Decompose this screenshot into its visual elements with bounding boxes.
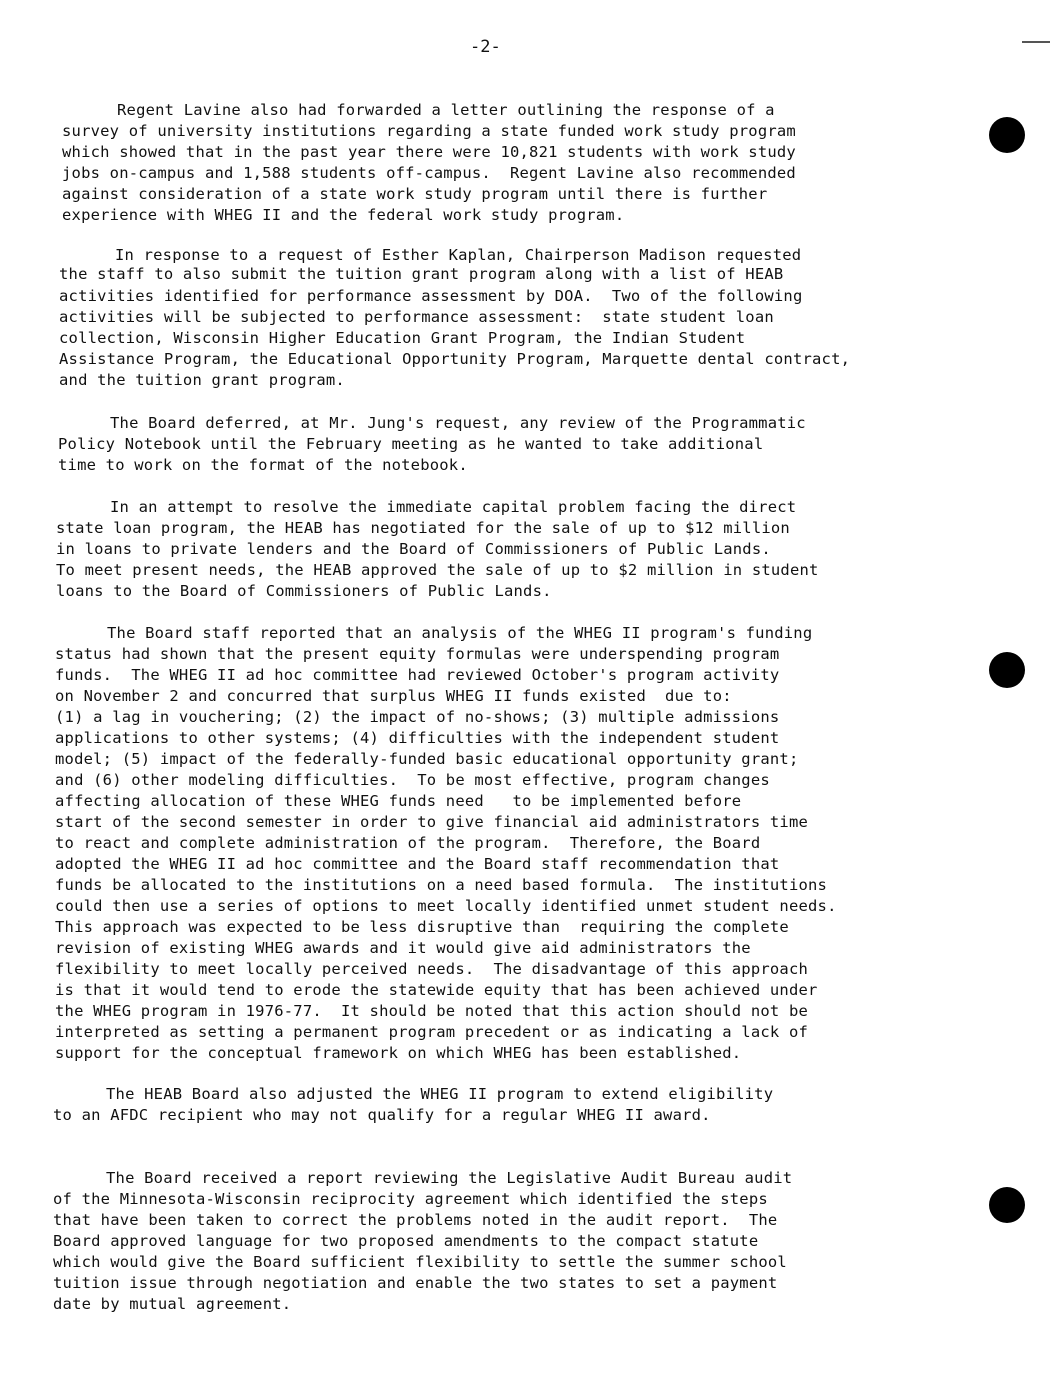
text-line: collection, Wisconsin Higher Education Grant Program, the Indian Student <box>59 329 746 347</box>
text-line: which showed that in the past year there were 10,821 students with work study <box>62 143 796 161</box>
text-line: In response to a request of Esther Kaplan, Chairperson Madison requested <box>115 246 802 264</box>
text-line: in loans to private lenders and the Board of Commissioners of Public Lands. <box>56 540 771 558</box>
text-line: revision of existing WHEG awards and it would give aid administrators the <box>55 939 751 957</box>
text-line: to an AFDC recipient who may not qualify for a regular WHEG II award. <box>53 1106 711 1124</box>
text-line: date by mutual agreement. <box>53 1295 292 1313</box>
text-line: funds be allocated to the institutions on a need based formula. The institutions <box>55 876 828 894</box>
page-number: -2- <box>470 37 501 57</box>
edge-mark <box>1022 41 1050 43</box>
text-line: interpreted as setting a permanent program precedent or as indicating a lack of <box>55 1023 809 1041</box>
text-line: activities will be subjected to performance assessment: state student loan <box>59 308 774 326</box>
text-line: Regent Lavine also had forwarded a letter outlining the response of a <box>117 101 775 119</box>
text-line: In an attempt to resolve the immediate capital problem facing the direct <box>110 498 797 516</box>
text-line: the WHEG program in 1976-77. It should be noted that this action should not be <box>55 1002 809 1020</box>
text-line: model; (5) impact of the federally-funded basic educational opportunity grant; <box>55 750 799 768</box>
text-line: flexibility to meet locally perceived needs. The disadvantage of this approach <box>55 960 809 978</box>
text-line: of the Minnesota-Wisconsin reciprocity agreement which identified the steps <box>53 1190 768 1208</box>
text-line: start of the second semester in order to give financial aid administrators time <box>55 813 809 831</box>
text-line: and (6) other modeling difficulties. To be most effective, program changes <box>55 771 770 789</box>
text-line: and the tuition grant program. <box>59 371 345 389</box>
text-line: The Board staff reported that an analysis of the WHEG II program's funding <box>107 624 813 642</box>
text-line: loans to the Board of Commissioners of Public Lands. <box>56 582 552 600</box>
text-line: support for the conceptual framework on which WHEG has been established. <box>55 1044 742 1062</box>
text-line: applications to other systems; (4) difficulties with the independent student <box>55 729 780 747</box>
text-line: activities identified for performance assessment by DOA. Two of the following <box>59 287 803 305</box>
text-line: status had shown that the present equity formulas were underspending program <box>55 645 780 663</box>
text-line: jobs on-campus and 1,588 students off-campus. Regent Lavine also recommended <box>62 164 796 182</box>
text-line: which would give the Board sufficient flexibility to settle the summer school <box>53 1253 787 1271</box>
text-line: adopted the WHEG II ad hoc committee and the Board staff recommendation that <box>55 855 780 873</box>
text-line: time to work on the format of the notebook. <box>58 456 468 474</box>
text-line: state loan program, the HEAB has negotiated for the sale of up to $12 million <box>56 519 790 537</box>
text-line: To meet present needs, the HEAB approved the sale of up to $2 million in student <box>56 561 819 579</box>
text-line: the staff to also submit the tuition grant program along with a list of HEAB <box>59 265 784 283</box>
text-line: that have been taken to correct the problems noted in the audit report. The <box>53 1211 778 1229</box>
text-line: to react and complete administration of the program. Therefore, the Board <box>55 834 761 852</box>
binder-hole <box>989 117 1025 153</box>
text-line: tuition issue through negotiation and enable the two states to set a payment <box>53 1274 778 1292</box>
text-line: funds. The WHEG II ad hoc committee had reviewed October's program activity <box>55 666 780 684</box>
text-line: could then use a series of options to meet locally identified unmet student needs. <box>55 897 837 915</box>
binder-hole <box>989 652 1025 688</box>
text-line: is that it would tend to erode the statewide equity that has been achieved under <box>55 981 818 999</box>
binder-hole <box>989 1187 1025 1223</box>
text-line: on November 2 and concurred that surplus WHEG II funds existed due to: <box>55 687 732 705</box>
text-line: experience with WHEG II and the federal work study program. <box>62 206 625 224</box>
text-line: affecting allocation of these WHEG funds need to be implemented before <box>55 792 742 810</box>
text-line: The Board deferred, at Mr. Jung's request, any review of the Programmatic <box>110 414 806 432</box>
text-line: Board approved language for two proposed amendments to the compact statute <box>53 1232 759 1250</box>
text-line: Assistance Program, the Educational Opportunity Program, Marquette dental contract, <box>59 350 851 368</box>
text-line: (1) a lag in vouchering; (2) the impact of no-shows; (3) multiple admissions <box>55 708 780 726</box>
text-line: Policy Notebook until the February meeting as he wanted to take additional <box>58 435 764 453</box>
text-line: This approach was expected to be less disruptive than requiring the complete <box>55 918 789 936</box>
text-line: against consideration of a state work study program until there is further <box>62 185 768 203</box>
text-line: The Board received a report reviewing the Legislative Audit Bureau audit <box>106 1169 793 1187</box>
text-line: survey of university institutions regarding a state funded work study program <box>62 122 796 140</box>
text-line: The HEAB Board also adjusted the WHEG II program to extend eligibility <box>106 1085 774 1103</box>
